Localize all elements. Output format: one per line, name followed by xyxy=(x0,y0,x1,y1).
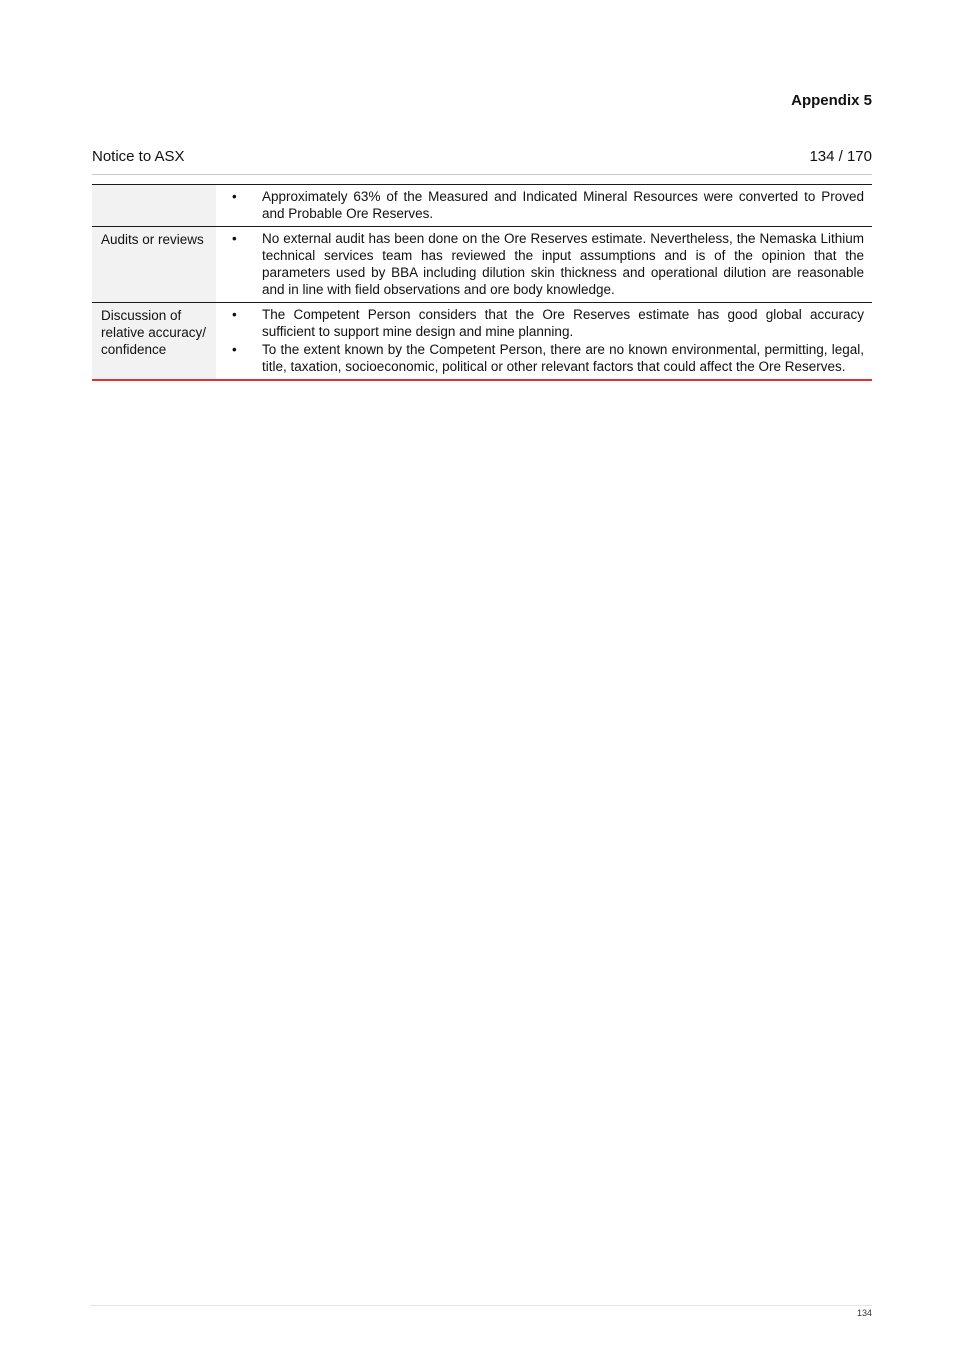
bullet-list xyxy=(216,188,864,222)
table-row xyxy=(92,303,872,381)
row-label: Discussion of relative accuracy/ confidence xyxy=(92,303,216,381)
row-label xyxy=(92,185,216,227)
bullet-list xyxy=(216,306,864,375)
footer-page-number: 134 xyxy=(856,1308,872,1318)
bullet-item: • The Competent Person considers that the Ore Reserves estimate has good global accuracy sufficient to support mine design and mine planning. xyxy=(216,306,864,340)
header-title: Notice to ASX xyxy=(92,148,185,165)
row-content xyxy=(216,185,872,227)
row-label: Audits or reviews xyxy=(92,227,216,303)
page-header xyxy=(92,148,872,175)
bullet-item: • Approximately 63% of the Measured and Indicated Mineral Resources were converted to Proved and Probable Ore Reserves. xyxy=(216,188,864,222)
bullet-item: • No external audit has been done on the Ore Reserves estimate. Nevertheless, the Nemaska Lithium technical services team has reviewed the input assumptions and is of the opinion that the parameters used by BBA including dilution skin thickness and operational dilution are reasonable and in line with field observations and ore body knowledge. xyxy=(216,230,864,298)
table-row xyxy=(92,185,872,227)
footer-divider xyxy=(90,1305,872,1306)
header-page-count: 134 / 170 xyxy=(809,148,872,165)
bullet-list xyxy=(216,230,864,298)
appendix-title: Appendix 5 xyxy=(791,92,872,109)
ore-reserves-table xyxy=(92,184,872,381)
table-row xyxy=(92,227,872,303)
row-content xyxy=(216,227,872,303)
bullet-item: • To the extent known by the Competent Person, there are no known environmental, permitting, legal, title, taxation, socioeconomic, political or other relevant factors that could affect the Ore Reserves. xyxy=(216,341,864,375)
row-content xyxy=(216,303,872,381)
